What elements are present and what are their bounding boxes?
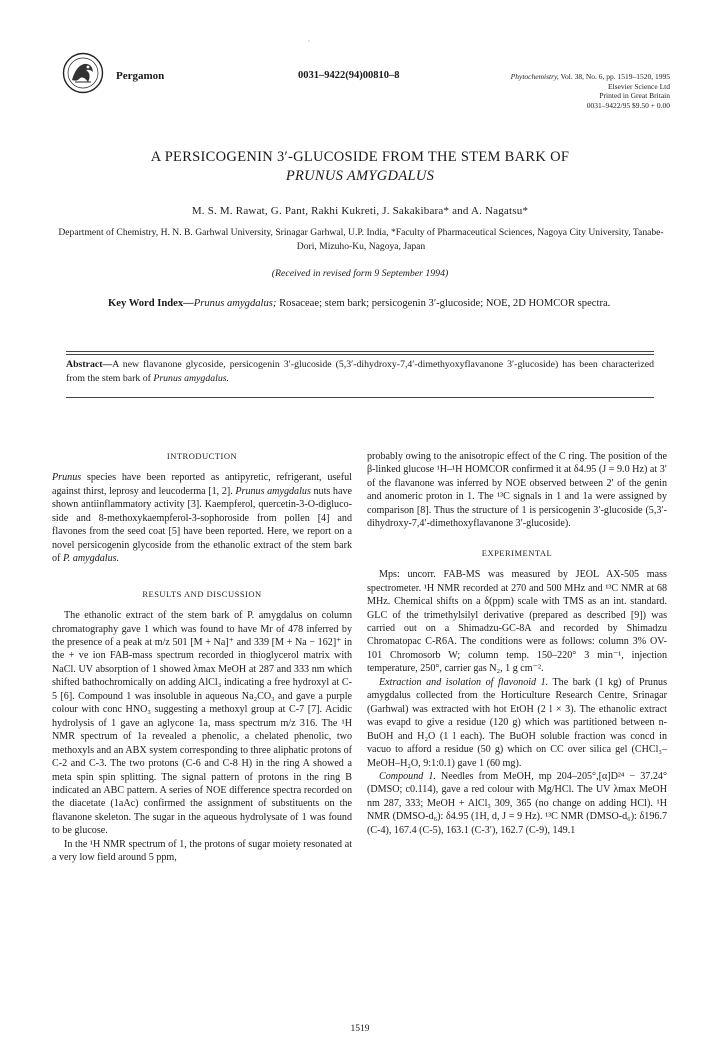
title-line-2: PRUNUS AMYGDALUS (285, 168, 435, 184)
title-line-1: A PERSICOGENIN 3′-GLUCOSIDE FROM THE STEM BARK OF (150, 149, 570, 165)
keywords-genus: Prunus amygdalus; (193, 298, 277, 309)
intro-genus: Prunus (52, 472, 82, 484)
citation-block (511, 72, 670, 110)
experimental-heading: EXPERIMENTAL (481, 547, 553, 558)
extraction-label: Extraction and isolation of flavonoid 1. (379, 676, 549, 688)
abstract-text: A new flavanone glycoside, persicogenin 3′-glucoside (5,3′-dihydroxy-7,4′-dimethyoxyflavanone 3′-glucoside) has been characterized from the stem bark of (66, 359, 654, 384)
issn-code: 0031–9422(94)00810–8 (298, 70, 400, 81)
discussion-continued: probably owing to the anisotropic effect of the C ring. The position of the β-linked glucose ¹H–¹H HOMCOR confirmed it at δ4.95 (J = 9.0 Hz) at 3′ of the flavanone was inferred by NOE observed between 2′ of the genin and anomeric proton in 1. The ¹³C signals in 1 and 1a were assigned by comparison [8]. Thus the structure of 1 is persicogenin 3′-glucoside (5,3′-dihydroxy-7,4′-dimethoxyflavanone 3′-glucoside). (367, 451, 667, 530)
intro-genus-3: P. amygdalus. (62, 553, 120, 565)
abstract-top-rule (66, 351, 654, 352)
introduction-paragraph (52, 471, 352, 565)
citation-publisher: Elsevier Science Ltd (607, 81, 670, 91)
received-date: (Received in revised form 9 September 1994) (271, 268, 449, 279)
abstract-genus: Prunus amygdalus. (153, 373, 229, 384)
citation-journal: Phytochemistry, (510, 72, 559, 81)
article-title (40, 148, 680, 186)
intro-text-a: species have been reported as antipyretic, refrigerant, useful against thirst, leprosy and leucoderma [1, 2]. (52, 472, 352, 497)
compound-label: Compound 1. (379, 770, 436, 782)
extraction-paragraph (367, 676, 667, 770)
right-column (367, 450, 667, 837)
abstract-top-rule-2 (66, 354, 654, 355)
intro-text-b: nuts have shown antiinflammatory activity [3]. Kaempferol, quercetin-3-O-digluco-side and 8-methoxykaempferol-3-sophoroside from pollen [4] and flavones from the seed coat [5] have been reported. Here, we report on a novel persicogenin glycoside from the ethanolic extract of the stem bark of (52, 485, 352, 565)
keywords-text: Rosaceae; stem bark; persicogenin 3′-glucoside; NOE, 2D HOMCOR spectra. (276, 298, 611, 309)
publisher-name: Pergamon (116, 70, 165, 82)
results-paragraph-1: The ethanolic extract of the stem bark of P. amygdalus on column chromatography gave 1 which was found to have Mr of 478 inferred by the presence of a peak at m/z 501 [M + Na]⁺ and 339 [M + Na − 162]⁺ in the + ve ion FAB-mass spectrum recorded in thioglycerol matrix with NaCl. UV absorption of 1 showed λmax MeOH at 287 and 333 nm which shifted bathochromically on adding AlCl₃ indicating a free hydroxyl at C-5 [6]. Compound 1 was insoluble in aqueous Na₂CO₃ and gave a purple colour with conc HNO₃ suggesting a methoxyl group at C-7 [7]. Acidic hydrolysis of 1 gave an aglycone 1a, mass spectrum m/z 316. The ¹H NMR spectrum of 1a revealed a phenolic, a chelated phenolic, two methoxyls and an ABX system corresponding to three aliphatic protons of C-2 and C-3. The two protons (C-6 and C-8 H) in the ring A showed a meta spin spin splitting. The signal pattern of protons in the ring B indicated an ABC pattern. A series of NOE difference spectra recorded on the diacetate (1aAc) confirmed the assignment of substituents on the flavanone skeleton. The sugar in the aqueous hydrolysate of 1 was found to be glucose. (52, 610, 352, 837)
results-heading: RESULTS AND DISCUSSION (142, 588, 262, 599)
abstract-label: Abstract— (66, 359, 113, 370)
pergamon-logo-icon (62, 52, 104, 94)
page-number: 1519 (350, 1024, 370, 1034)
citation-price: 0031–9422/95 $9.50 + 0.00 (586, 100, 670, 110)
citation-printed: Printed in Great Britain (599, 91, 670, 101)
experimental-paragraph-1: Mps: uncorr. FAB-MS was measured by JEOL AX-505 mass spectrometer. ¹H NMR recorded at 270 and 500 MHz and ¹³C NMR at 68 MHz. Chemical shifts on a δ(ppm) scale with TMS as an int. standard. GLC of the trimethylsilyl derivative (prepared as described [9]) was carried out on a Shimadzu-GC-8A and recorded by Shimadzu Chromatopac C-R6A. The conditions were as follows: column 3% OV-101 Chromosorb W; column temp. 150–220° 3 min⁻¹, injection temperature, 250°, carrier gas N₂, 1 g cm⁻². (367, 569, 667, 675)
author-list: M. S. M. Rawat, G. Pant, Rakhi Kukreti, J. Sakakibara* and A. Nagatsu* (191, 205, 529, 217)
compound-paragraph (367, 770, 667, 837)
left-column (52, 450, 352, 865)
extraction-text: The bark (1 kg) of Prunus amygdalus collected from the Horticulture Research Centre, Srinagar (Garhwal) was extracted with hot EtOH (2 l × 3). The ethanolic extract was evapd to give a residue (120 g) which was partitioned between n-BuOH and H₂O (1 l each). The BuOH soluble fraction was concd in vacuo to afford a residue (50 g) which on CC over silica gel (CHCl₃–MeOH–H₂O, 9:1:0.1) gave 1 (60 mg). (367, 676, 668, 769)
citation-volume: Vol. 38, No. 6, pp. 1519–1520, 1995 (560, 72, 670, 81)
compound-text: Needles from MeOH, mp 204–205°,[α]D²⁴ − 37.24° (DMSO; c0.114), gave a red colour with Mg/HCl. The UV λmax MeOH nm 287, 333; MeOH + AlCl₃ 309, 365 (no change on adding HCl). ¹H NMR (DMSO-d₆): δ4.95 (1H, d, J = 9 Hz). ¹³C NMR (DMSO-d₆): δ196.7 (C-4), 167.4 (C-5), 163.1 (C-3′), 162.7 (C-9), 149.1 (367, 770, 667, 836)
keyword-index (108, 296, 624, 311)
intro-genus-2: Prunus amygdalus (235, 485, 311, 497)
print-smudge (306, 38, 312, 44)
abstract (66, 358, 654, 386)
introduction-heading: INTRODUCTION (166, 451, 238, 461)
abstract-bottom-rule (66, 397, 654, 398)
keywords-label: Key Word Index— (108, 298, 194, 309)
affiliation: Department of Chemistry, H. N. B. Garhwal University, Srinagar Garhwal, U.P. India, *Faculty of Pharmaceutical Sciences, Nagoya City University, Tanabe-Dori, Mizuho-Ku, Nagoya, Japan (58, 227, 664, 252)
journal-header (50, 52, 670, 112)
results-paragraph-2: In the ¹H NMR spectrum of 1, the protons of sugar moiety resonated at a very low field around 5 ppm, (52, 838, 352, 864)
